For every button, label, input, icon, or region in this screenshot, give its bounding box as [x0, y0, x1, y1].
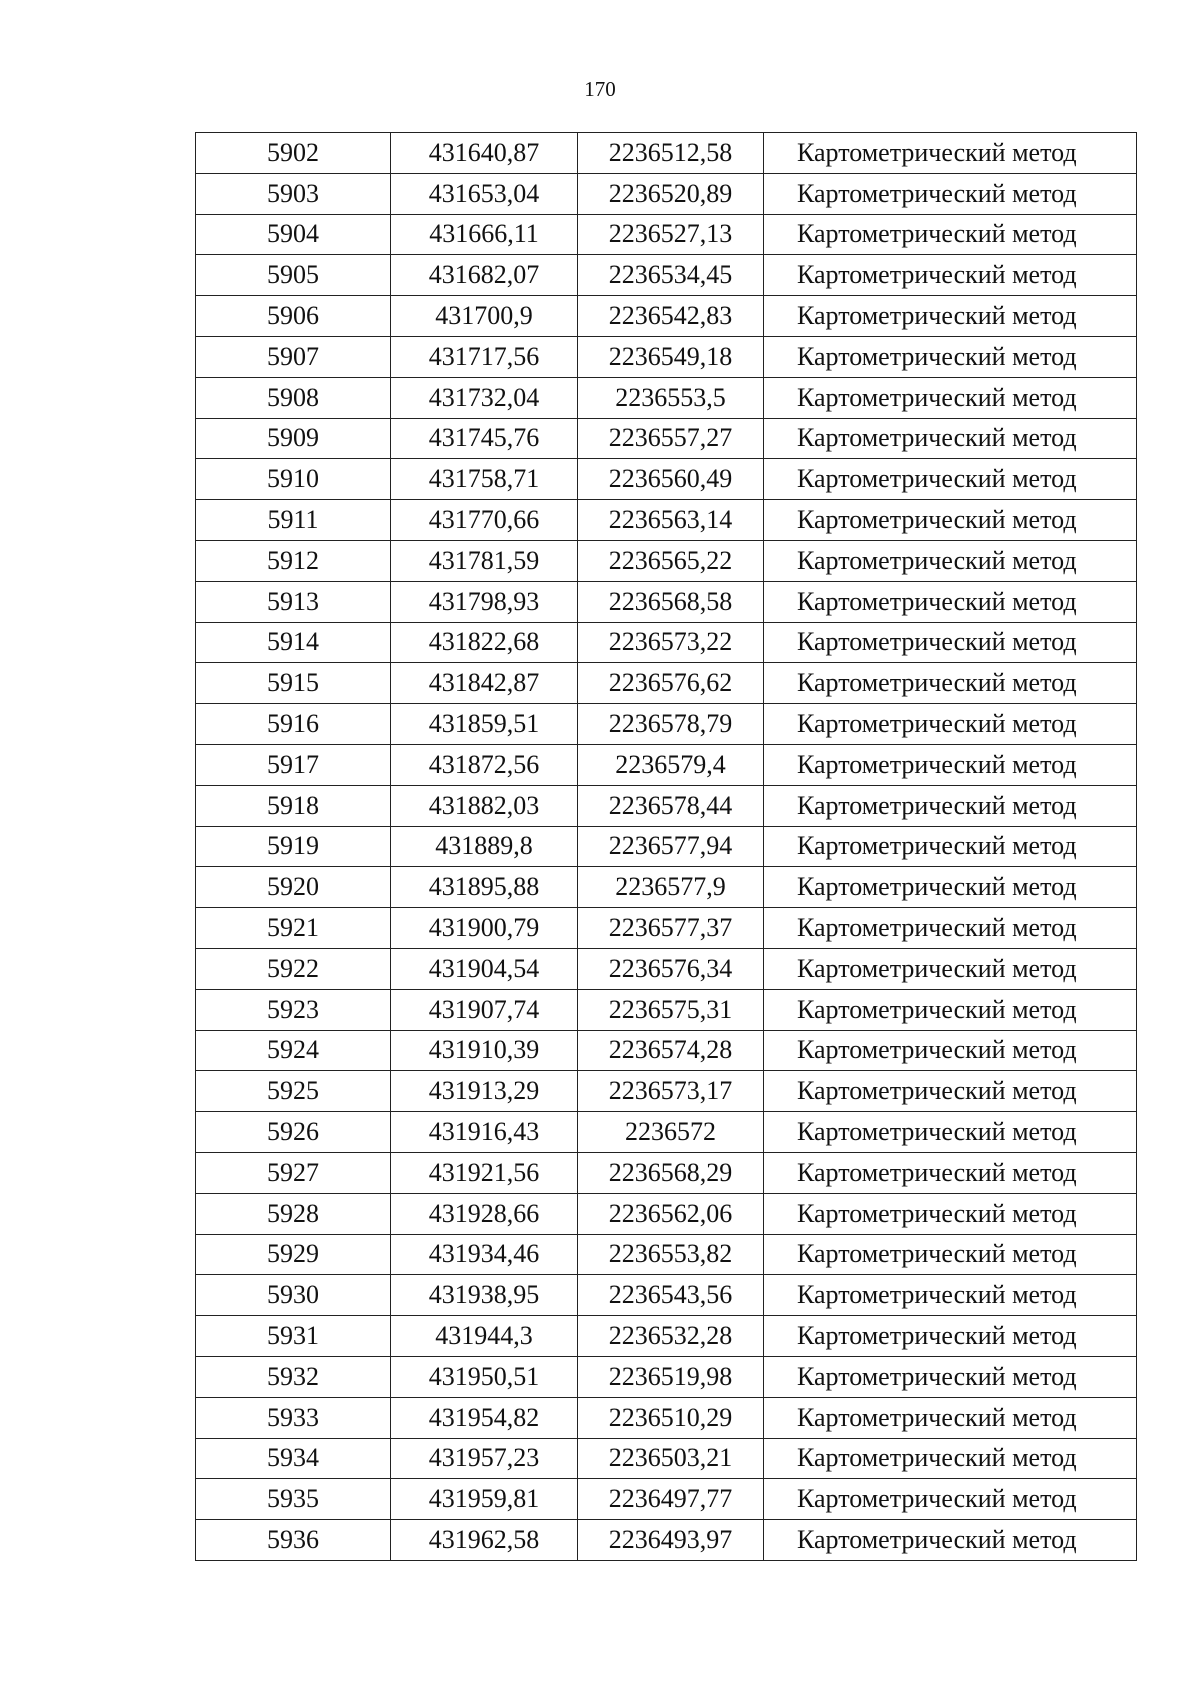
method-cell: Картометрический метод — [764, 377, 1137, 418]
table-row — [196, 1316, 1137, 1357]
method-cell: Картометрический метод — [764, 540, 1137, 581]
x-coordinate-cell: 431640,87 — [391, 133, 578, 174]
table-row — [196, 1112, 1137, 1153]
y-coordinate-cell: 2236519,98 — [578, 1356, 764, 1397]
point-number-cell: 5933 — [196, 1397, 391, 1438]
x-coordinate-cell: 431913,29 — [391, 1071, 578, 1112]
x-coordinate-cell: 431916,43 — [391, 1112, 578, 1153]
point-number-cell: 5908 — [196, 377, 391, 418]
y-coordinate-cell: 2236565,22 — [578, 540, 764, 581]
table-row — [196, 173, 1137, 214]
y-coordinate-cell: 2236553,82 — [578, 1234, 764, 1275]
table-row — [196, 1234, 1137, 1275]
y-coordinate-cell: 2236562,06 — [578, 1193, 764, 1234]
method-cell: Картометрический метод — [764, 1152, 1137, 1193]
method-cell: Картометрический метод — [764, 622, 1137, 663]
point-number-cell: 5927 — [196, 1152, 391, 1193]
method-cell: Картометрический метод — [764, 785, 1137, 826]
x-coordinate-cell: 431842,87 — [391, 663, 578, 704]
y-coordinate-cell: 2236534,45 — [578, 255, 764, 296]
x-coordinate-cell: 431745,76 — [391, 418, 578, 459]
point-number-cell: 5929 — [196, 1234, 391, 1275]
method-cell: Картометрический метод — [764, 1112, 1137, 1153]
method-cell: Картометрический метод — [764, 214, 1137, 255]
y-coordinate-cell: 2236542,83 — [578, 296, 764, 337]
y-coordinate-cell: 2236510,29 — [578, 1397, 764, 1438]
y-coordinate-cell: 2236577,9 — [578, 867, 764, 908]
x-coordinate-cell: 431653,04 — [391, 173, 578, 214]
table-row — [196, 1520, 1137, 1561]
table-row — [196, 1356, 1137, 1397]
y-coordinate-cell: 2236572 — [578, 1112, 764, 1153]
y-coordinate-cell: 2236577,94 — [578, 826, 764, 867]
table-row — [196, 1030, 1137, 1071]
point-number-cell: 5926 — [196, 1112, 391, 1153]
coordinates-table — [195, 132, 1137, 1561]
x-coordinate-cell: 431682,07 — [391, 255, 578, 296]
table-row — [196, 377, 1137, 418]
table-row — [196, 1275, 1137, 1316]
table-row — [196, 581, 1137, 622]
method-cell: Картометрический метод — [764, 1520, 1137, 1561]
y-coordinate-cell: 2236573,17 — [578, 1071, 764, 1112]
y-coordinate-cell: 2236549,18 — [578, 336, 764, 377]
point-number-cell: 5930 — [196, 1275, 391, 1316]
x-coordinate-cell: 431928,66 — [391, 1193, 578, 1234]
table-row — [196, 1193, 1137, 1234]
table-row — [196, 867, 1137, 908]
x-coordinate-cell: 431889,8 — [391, 826, 578, 867]
table-row — [196, 296, 1137, 337]
x-coordinate-cell: 431859,51 — [391, 704, 578, 745]
point-number-cell: 5931 — [196, 1316, 391, 1357]
point-number-cell: 5922 — [196, 948, 391, 989]
method-cell: Картометрический метод — [764, 1193, 1137, 1234]
point-number-cell: 5928 — [196, 1193, 391, 1234]
method-cell: Картометрический метод — [764, 1438, 1137, 1479]
page-number: 170 — [584, 77, 616, 101]
x-coordinate-cell: 431882,03 — [391, 785, 578, 826]
x-coordinate-cell: 431950,51 — [391, 1356, 578, 1397]
y-coordinate-cell: 2236576,62 — [578, 663, 764, 704]
method-cell: Картометрический метод — [764, 908, 1137, 949]
y-coordinate-cell: 2236527,13 — [578, 214, 764, 255]
y-coordinate-cell: 2236573,22 — [578, 622, 764, 663]
x-coordinate-cell: 431770,66 — [391, 500, 578, 541]
table-row — [196, 622, 1137, 663]
x-coordinate-cell: 431700,9 — [391, 296, 578, 337]
x-coordinate-cell: 431758,71 — [391, 459, 578, 500]
table-row — [196, 908, 1137, 949]
x-coordinate-cell: 431717,56 — [391, 336, 578, 377]
point-number-cell: 5910 — [196, 459, 391, 500]
x-coordinate-cell: 431872,56 — [391, 744, 578, 785]
y-coordinate-cell: 2236577,37 — [578, 908, 764, 949]
method-cell: Картометрический метод — [764, 867, 1137, 908]
method-cell: Картометрический метод — [764, 1479, 1137, 1520]
y-coordinate-cell: 2236512,58 — [578, 133, 764, 174]
table-row — [196, 663, 1137, 704]
table-row — [196, 704, 1137, 745]
method-cell: Картометрический метод — [764, 173, 1137, 214]
method-cell: Картометрический метод — [764, 1397, 1137, 1438]
method-cell: Картометрический метод — [764, 1316, 1137, 1357]
point-number-cell: 5915 — [196, 663, 391, 704]
x-coordinate-cell: 431732,04 — [391, 377, 578, 418]
y-coordinate-cell: 2236579,4 — [578, 744, 764, 785]
x-coordinate-cell: 431962,58 — [391, 1520, 578, 1561]
x-coordinate-cell: 431921,56 — [391, 1152, 578, 1193]
method-cell: Картометрический метод — [764, 948, 1137, 989]
x-coordinate-cell: 431910,39 — [391, 1030, 578, 1071]
table-row — [196, 785, 1137, 826]
point-number-cell: 5932 — [196, 1356, 391, 1397]
y-coordinate-cell: 2236553,5 — [578, 377, 764, 418]
point-number-cell: 5935 — [196, 1479, 391, 1520]
point-number-cell: 5912 — [196, 540, 391, 581]
point-number-cell: 5911 — [196, 500, 391, 541]
point-number-cell: 5913 — [196, 581, 391, 622]
point-number-cell: 5917 — [196, 744, 391, 785]
point-number-cell: 5924 — [196, 1030, 391, 1071]
method-cell: Картометрический метод — [764, 989, 1137, 1030]
x-coordinate-cell: 431822,68 — [391, 622, 578, 663]
y-coordinate-cell: 2236576,34 — [578, 948, 764, 989]
point-number-cell: 5934 — [196, 1438, 391, 1479]
method-cell: Картометрический метод — [764, 459, 1137, 500]
x-coordinate-cell: 431954,82 — [391, 1397, 578, 1438]
point-number-cell: 5906 — [196, 296, 391, 337]
table-row — [196, 336, 1137, 377]
method-cell: Картометрический метод — [764, 1071, 1137, 1112]
x-coordinate-cell: 431666,11 — [391, 214, 578, 255]
point-number-cell: 5923 — [196, 989, 391, 1030]
table-row — [196, 1071, 1137, 1112]
point-number-cell: 5902 — [196, 133, 391, 174]
table-row — [196, 540, 1137, 581]
table-row — [196, 744, 1137, 785]
y-coordinate-cell: 2236497,77 — [578, 1479, 764, 1520]
table-row — [196, 418, 1137, 459]
method-cell: Картометрический метод — [764, 1275, 1137, 1316]
point-number-cell: 5921 — [196, 908, 391, 949]
table-row — [196, 214, 1137, 255]
y-coordinate-cell: 2236520,89 — [578, 173, 764, 214]
x-coordinate-cell: 431944,3 — [391, 1316, 578, 1357]
y-coordinate-cell: 2236574,28 — [578, 1030, 764, 1071]
table-row — [196, 1438, 1137, 1479]
x-coordinate-cell: 431907,74 — [391, 989, 578, 1030]
method-cell: Картометрический метод — [764, 133, 1137, 174]
point-number-cell: 5918 — [196, 785, 391, 826]
y-coordinate-cell: 2236563,14 — [578, 500, 764, 541]
x-coordinate-cell: 431934,46 — [391, 1234, 578, 1275]
y-coordinate-cell: 2236543,56 — [578, 1275, 764, 1316]
table-row — [196, 459, 1137, 500]
table-row — [196, 948, 1137, 989]
table-row — [196, 133, 1137, 174]
y-coordinate-cell: 2236578,79 — [578, 704, 764, 745]
x-coordinate-cell: 431904,54 — [391, 948, 578, 989]
point-number-cell: 5904 — [196, 214, 391, 255]
point-number-cell: 5916 — [196, 704, 391, 745]
method-cell: Картометрический метод — [764, 826, 1137, 867]
table-row — [196, 500, 1137, 541]
method-cell: Картометрический метод — [764, 296, 1137, 337]
y-coordinate-cell: 2236568,29 — [578, 1152, 764, 1193]
y-coordinate-cell: 2236578,44 — [578, 785, 764, 826]
y-coordinate-cell: 2236568,58 — [578, 581, 764, 622]
x-coordinate-cell: 431959,81 — [391, 1479, 578, 1520]
point-number-cell: 5914 — [196, 622, 391, 663]
method-cell: Картометрический метод — [764, 1234, 1137, 1275]
point-number-cell: 5919 — [196, 826, 391, 867]
method-cell: Картометрический метод — [764, 663, 1137, 704]
point-number-cell: 5903 — [196, 173, 391, 214]
x-coordinate-cell: 431895,88 — [391, 867, 578, 908]
method-cell: Картометрический метод — [764, 255, 1137, 296]
point-number-cell: 5905 — [196, 255, 391, 296]
coordinates-table-body — [196, 133, 1137, 1561]
point-number-cell: 5907 — [196, 336, 391, 377]
table-row — [196, 989, 1137, 1030]
method-cell: Картометрический метод — [764, 581, 1137, 622]
x-coordinate-cell: 431938,95 — [391, 1275, 578, 1316]
table-row — [196, 826, 1137, 867]
method-cell: Картометрический метод — [764, 418, 1137, 459]
table-row — [196, 255, 1137, 296]
point-number-cell: 5936 — [196, 1520, 391, 1561]
table-row — [196, 1397, 1137, 1438]
y-coordinate-cell: 2236575,31 — [578, 989, 764, 1030]
point-number-cell: 5909 — [196, 418, 391, 459]
method-cell: Картометрический метод — [764, 500, 1137, 541]
x-coordinate-cell: 431957,23 — [391, 1438, 578, 1479]
method-cell: Картометрический метод — [764, 704, 1137, 745]
x-coordinate-cell: 431781,59 — [391, 540, 578, 581]
y-coordinate-cell: 2236493,97 — [578, 1520, 764, 1561]
method-cell: Картометрический метод — [764, 336, 1137, 377]
table-row — [196, 1152, 1137, 1193]
point-number-cell: 5920 — [196, 867, 391, 908]
y-coordinate-cell: 2236560,49 — [578, 459, 764, 500]
method-cell: Картометрический метод — [764, 744, 1137, 785]
method-cell: Картометрический метод — [764, 1356, 1137, 1397]
y-coordinate-cell: 2236503,21 — [578, 1438, 764, 1479]
table-row — [196, 1479, 1137, 1520]
method-cell: Картометрический метод — [764, 1030, 1137, 1071]
x-coordinate-cell: 431900,79 — [391, 908, 578, 949]
point-number-cell: 5925 — [196, 1071, 391, 1112]
y-coordinate-cell: 2236532,28 — [578, 1316, 764, 1357]
y-coordinate-cell: 2236557,27 — [578, 418, 764, 459]
x-coordinate-cell: 431798,93 — [391, 581, 578, 622]
